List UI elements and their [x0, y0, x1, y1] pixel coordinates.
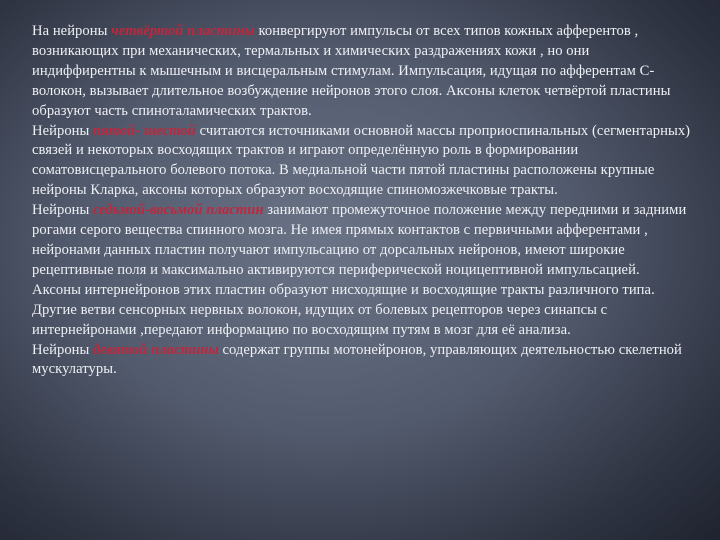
lamina-name-highlight: седьмой-восьмой пластин	[93, 202, 264, 219]
paragraph-lamina-4	[32, 22, 692, 122]
paragraph-lead: Нейроны	[32, 341, 94, 358]
paragraph-lead: Нейроны	[32, 122, 94, 139]
paragraph-lamina-5-6	[32, 122, 692, 202]
paragraph-body: содержат группы мотонейронов, управляющих деятельностью скелетной мускулатуры.	[32, 341, 682, 378]
lamina-name-highlight: пятой- шестой	[93, 122, 196, 139]
lamina-name-highlight: четвёртой пластины	[111, 23, 255, 39]
paragraph-body: занимают промежуточное положение между передними и задними рогами серого вещества спинного мозга. Не имея прямых контактов с первичными афферентами , нейронами данных пластин получают импульсацию от дорсальных нейронов, имеют широкие рецептивные поля и максимально активируются периферической ноцицептивной импульсацией. Аксоны интернейронов этих пластин образуют нисходящие и восходящие тракты различного типа. Другие ветви сенсорных нервных волокон, идущих от болевых рецепторов через синапсы с интернейронами ,передают информацию по восходящим путям в мозг для её анализа.	[32, 202, 687, 338]
paragraph-lamina-7-8	[32, 201, 692, 340]
paragraph-body: конвергируют импульсы от всех типов кожных афферентов , возникающих при механических, термальных и химических раздражениях кожи , но они индиффирентны к мышечным и висцеральным стимулам. Импульсация, идущая по афферентам С- волокон, вызывает длительное возбуждение нейронов этого слоя. Аксоны клеток четвёртой пластины образуют часть спиноталамических трактов.	[32, 23, 671, 119]
paragraph-lead: На нейроны	[32, 23, 112, 39]
lamina-name-highlight: девятой пластины	[93, 341, 219, 358]
paragraph-lamina-9	[32, 341, 692, 381]
paragraph-lead: Нейроны	[32, 202, 94, 219]
paragraph-body: считаются источниками основной массы проприоспинальных (сегментарных) связей и некоторых восходящих трактов и играют определённую роль в формировании соматовисцерального болевого потока. В медиальной части пятой пластины расположены крупные нейроны Кларка, аксоны которых образуют восходящие спиномозжечковые тракты.	[32, 122, 691, 199]
slide-text	[32, 22, 692, 380]
